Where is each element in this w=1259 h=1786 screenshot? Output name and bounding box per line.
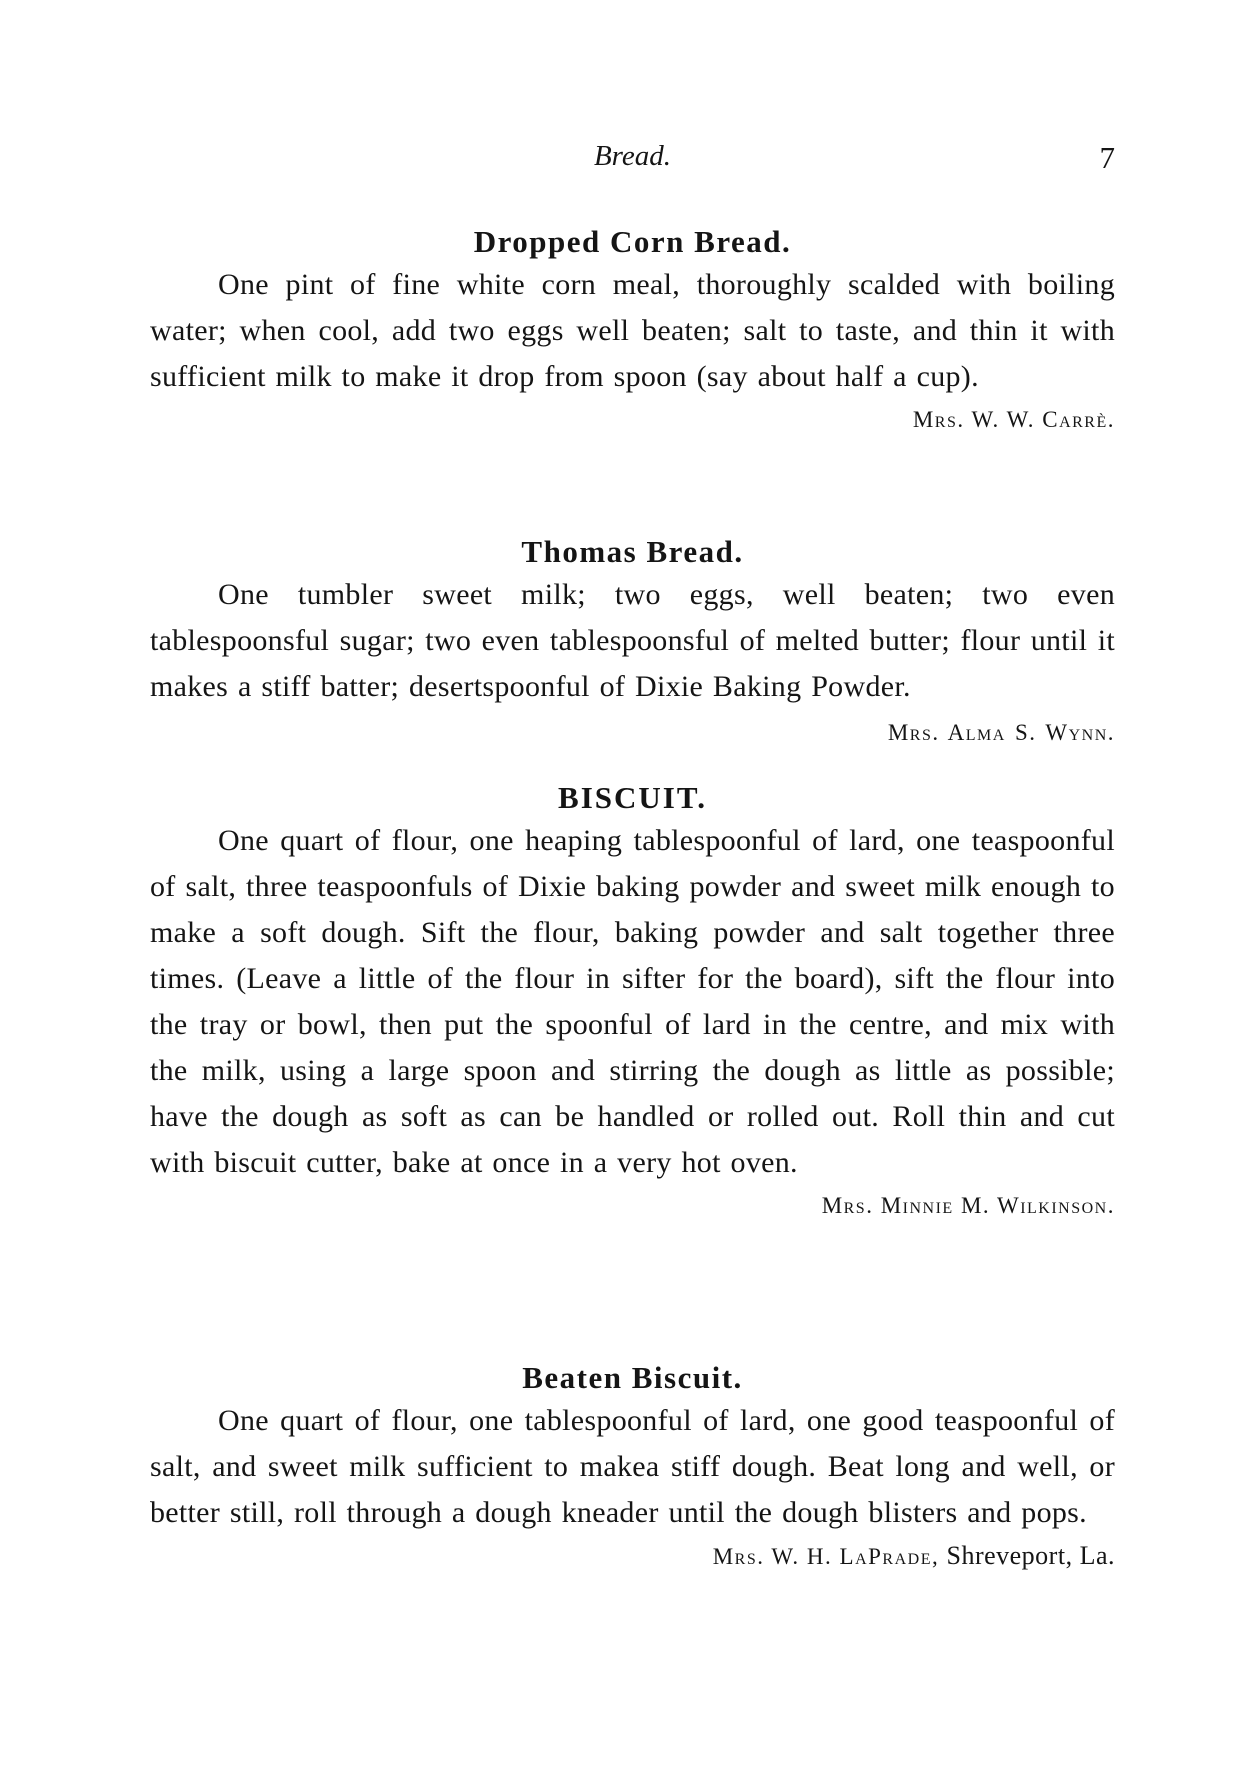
running-title: Bread. bbox=[593, 140, 672, 172]
page-number: 7 bbox=[1099, 140, 1115, 175]
recipe-credit: Mrs. Minnie M. Wilkinson. bbox=[821, 1193, 1115, 1218]
book-page bbox=[150, 0, 1115, 1786]
recipe-body: One quart of flour, one heaping tablespoonful of lard, one teaspoonful of salt, three teaspoonfuls of Dixie baking powder and sweet milk enough to make a soft dough. Sift the flour, baking powder and salt together three times. (Leave a little of the flour in sifter for the board), sift the flour into the tray or bowl, then put the spoonful of lard in the centre, and mix with the milk, using a large spoon and stirring the dough as little as possible; have the dough as soft as can be handled or rolled out. Roll thin and cut with biscuit cutter, bake at once in a very hot oven. bbox=[150, 824, 1115, 1179]
recipe-biscuit bbox=[150, 778, 1115, 1226]
recipe-beaten-biscuit bbox=[150, 1358, 1115, 1577]
recipe-body-text: One tumbler sweet milk; two eggs, well beaten; two even tablespoonsful sugar; two even tablespoonsful of melted butter; flour until it makes a stiff batter; desertspoonful of Dixie Baking Powder. bbox=[150, 578, 1115, 703]
credit-name: Mrs. W. H. LaPrade, bbox=[712, 1544, 940, 1569]
recipe-title: Dropped Corn Bread. bbox=[473, 224, 792, 259]
recipe-dropped-corn-bread bbox=[150, 222, 1115, 440]
recipe-title: Thomas Bread. bbox=[521, 534, 744, 569]
recipe-body: One pint of fine white corn meal, thoroughly scalded with boiling water; when cool, add two eggs well beaten; salt to taste, and thin it with sufficient milk to make it drop from spoon (say about half a cup). bbox=[150, 268, 1115, 393]
running-header bbox=[150, 140, 1115, 180]
recipe-title: BISCUIT. bbox=[558, 780, 707, 815]
recipe-credit: Mrs. Alma S. Wynn. bbox=[887, 720, 1115, 745]
credit-location: Shreveport, La. bbox=[946, 1541, 1115, 1570]
recipe-body: One quart of flour, one tablespoonful of lard, one good teaspoonful of salt, and sweet milk sufficient to makea stiff dough. Beat long and well, or better still, roll through a dough kneader until the dough blisters and pops. bbox=[150, 1404, 1115, 1529]
recipe-thomas-bread bbox=[150, 532, 1115, 756]
recipe-title: Beaten Biscuit. bbox=[522, 1360, 743, 1395]
recipe-credit: Mrs. W. W. Carrè. bbox=[912, 407, 1115, 432]
recipe-credit bbox=[150, 1536, 1115, 1577]
recipe-body bbox=[150, 572, 1115, 745]
